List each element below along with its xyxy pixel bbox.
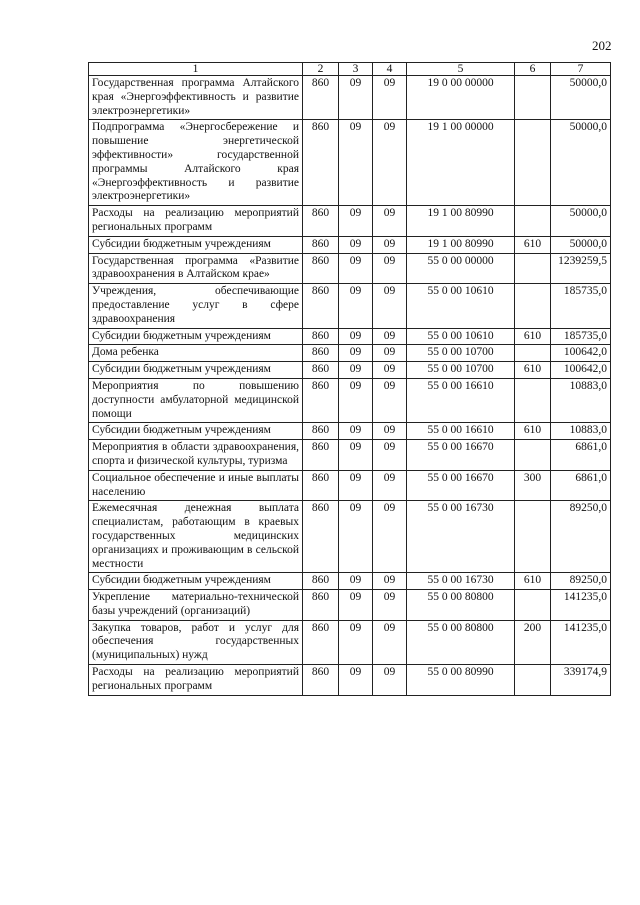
cell-amount: 89250,0 xyxy=(551,501,611,573)
cell-vr xyxy=(515,378,551,422)
cell-subsection: 09 xyxy=(373,253,407,284)
header-cell: 7 xyxy=(551,63,611,76)
cell-vr xyxy=(515,284,551,328)
cell-name: Субсидии бюджетным учреждениям xyxy=(89,328,303,345)
cell-vr xyxy=(515,76,551,120)
cell-section: 09 xyxy=(339,501,373,573)
cell-amount: 50000,0 xyxy=(551,206,611,237)
cell-subsection: 09 xyxy=(373,328,407,345)
cell-amount: 141235,0 xyxy=(551,620,611,664)
table-row xyxy=(89,120,611,206)
table-row xyxy=(89,362,611,379)
table-row xyxy=(89,501,611,573)
cell-ministry: 860 xyxy=(303,501,339,573)
cell-ministry: 860 xyxy=(303,253,339,284)
cell-name: Субсидии бюджетным учреждениям xyxy=(89,423,303,440)
cell-name: Дома ребенка xyxy=(89,345,303,362)
cell-section: 09 xyxy=(339,378,373,422)
cell-csr: 55 0 00 10610 xyxy=(407,284,515,328)
cell-vr: 300 xyxy=(515,470,551,501)
cell-csr: 55 0 00 10700 xyxy=(407,362,515,379)
header-cell: 2 xyxy=(303,63,339,76)
table-row xyxy=(89,236,611,253)
cell-amount: 185735,0 xyxy=(551,328,611,345)
cell-csr: 55 0 00 16670 xyxy=(407,470,515,501)
cell-name: Учреждения, обеспечивающие предоставление услуг в сфере здравоохранения xyxy=(89,284,303,328)
cell-csr: 55 0 00 16730 xyxy=(407,501,515,573)
cell-ministry: 860 xyxy=(303,378,339,422)
header-cell: 1 xyxy=(89,63,303,76)
cell-amount: 6861,0 xyxy=(551,470,611,501)
cell-csr: 19 1 00 80990 xyxy=(407,236,515,253)
cell-subsection: 09 xyxy=(373,620,407,664)
header-cell: 6 xyxy=(515,63,551,76)
cell-name: Субсидии бюджетным учреждениям xyxy=(89,362,303,379)
cell-subsection: 09 xyxy=(373,345,407,362)
cell-name: Социальное обеспечение и иные выплаты населению xyxy=(89,470,303,501)
cell-ministry: 860 xyxy=(303,423,339,440)
cell-csr: 55 0 00 00000 xyxy=(407,253,515,284)
cell-ministry: 860 xyxy=(303,440,339,471)
cell-csr: 19 1 00 00000 xyxy=(407,120,515,206)
cell-section: 09 xyxy=(339,328,373,345)
cell-ministry: 860 xyxy=(303,620,339,664)
table-row xyxy=(89,470,611,501)
cell-ministry: 860 xyxy=(303,120,339,206)
cell-section: 09 xyxy=(339,470,373,501)
cell-csr: 55 0 00 80990 xyxy=(407,665,515,696)
table-row xyxy=(89,345,611,362)
cell-ministry: 860 xyxy=(303,665,339,696)
cell-csr: 55 0 00 16610 xyxy=(407,378,515,422)
cell-csr: 55 0 00 80800 xyxy=(407,590,515,621)
cell-name: Расходы на реализацию мероприятий региональных программ xyxy=(89,206,303,237)
cell-csr: 55 0 00 16610 xyxy=(407,423,515,440)
cell-subsection: 09 xyxy=(373,501,407,573)
cell-name: Государственная программа Алтайского края «Энергоэффективность и развитие электроэнергетики» xyxy=(89,76,303,120)
cell-amount: 89250,0 xyxy=(551,573,611,590)
cell-vr: 610 xyxy=(515,362,551,379)
cell-name: Подпрограмма «Энергосбережение и повышение энергетической эффективности» государственной программы Алтайского края «Энергоэффективность и развитие электроэнергетики» xyxy=(89,120,303,206)
cell-section: 09 xyxy=(339,362,373,379)
table-row xyxy=(89,423,611,440)
cell-section: 09 xyxy=(339,76,373,120)
cell-ministry: 860 xyxy=(303,76,339,120)
cell-subsection: 09 xyxy=(373,470,407,501)
cell-section: 09 xyxy=(339,284,373,328)
header-cell: 4 xyxy=(373,63,407,76)
cell-ministry: 860 xyxy=(303,470,339,501)
cell-vr: 610 xyxy=(515,573,551,590)
cell-ministry: 860 xyxy=(303,345,339,362)
cell-ministry: 860 xyxy=(303,573,339,590)
table-row xyxy=(89,590,611,621)
cell-section: 09 xyxy=(339,665,373,696)
cell-subsection: 09 xyxy=(373,120,407,206)
cell-name: Мероприятия в области здравоохранения, спорта и физической культуры, туризма xyxy=(89,440,303,471)
cell-subsection: 09 xyxy=(373,284,407,328)
cell-csr: 19 0 00 00000 xyxy=(407,76,515,120)
cell-subsection: 09 xyxy=(373,665,407,696)
cell-name: Закупка товаров, работ и услуг для обеспечения государственных (муниципальных) нужд xyxy=(89,620,303,664)
page-number: 202 xyxy=(592,38,612,53)
cell-amount: 50000,0 xyxy=(551,236,611,253)
cell-subsection: 09 xyxy=(373,440,407,471)
cell-name: Мероприятия по повышению доступности амбулаторной медицинской помощи xyxy=(89,378,303,422)
table-row xyxy=(89,573,611,590)
table-row xyxy=(89,206,611,237)
cell-subsection: 09 xyxy=(373,378,407,422)
cell-amount: 185735,0 xyxy=(551,284,611,328)
cell-ministry: 860 xyxy=(303,590,339,621)
table-body xyxy=(89,76,611,696)
cell-amount: 10883,0 xyxy=(551,378,611,422)
cell-subsection: 09 xyxy=(373,573,407,590)
cell-subsection: 09 xyxy=(373,206,407,237)
cell-vr xyxy=(515,590,551,621)
cell-ministry: 860 xyxy=(303,284,339,328)
cell-section: 09 xyxy=(339,573,373,590)
cell-subsection: 09 xyxy=(373,236,407,253)
table-row xyxy=(89,378,611,422)
cell-ministry: 860 xyxy=(303,236,339,253)
cell-csr: 55 0 00 10610 xyxy=(407,328,515,345)
cell-section: 09 xyxy=(339,120,373,206)
header-row xyxy=(89,63,611,76)
cell-vr: 610 xyxy=(515,236,551,253)
cell-subsection: 09 xyxy=(373,362,407,379)
cell-vr xyxy=(515,253,551,284)
cell-amount: 10883,0 xyxy=(551,423,611,440)
cell-subsection: 09 xyxy=(373,423,407,440)
cell-name: Субсидии бюджетным учреждениям xyxy=(89,236,303,253)
cell-ministry: 860 xyxy=(303,328,339,345)
cell-csr: 55 0 00 80800 xyxy=(407,620,515,664)
table-row xyxy=(89,620,611,664)
cell-amount: 50000,0 xyxy=(551,120,611,206)
cell-section: 09 xyxy=(339,206,373,237)
cell-vr xyxy=(515,120,551,206)
cell-section: 09 xyxy=(339,236,373,253)
header-cell: 3 xyxy=(339,63,373,76)
cell-vr: 610 xyxy=(515,328,551,345)
cell-section: 09 xyxy=(339,440,373,471)
cell-csr: 19 1 00 80990 xyxy=(407,206,515,237)
cell-name: Государственная программа «Развитие здравоохранения в Алтайском крае» xyxy=(89,253,303,284)
cell-name: Расходы на реализацию мероприятий региональных программ xyxy=(89,665,303,696)
cell-amount: 339174,9 xyxy=(551,665,611,696)
cell-amount: 50000,0 xyxy=(551,76,611,120)
cell-section: 09 xyxy=(339,253,373,284)
cell-subsection: 09 xyxy=(373,76,407,120)
cell-ministry: 860 xyxy=(303,362,339,379)
cell-amount: 6861,0 xyxy=(551,440,611,471)
cell-section: 09 xyxy=(339,423,373,440)
budget-table xyxy=(88,62,611,696)
cell-ministry: 860 xyxy=(303,206,339,237)
cell-vr xyxy=(515,501,551,573)
cell-section: 09 xyxy=(339,345,373,362)
cell-section: 09 xyxy=(339,620,373,664)
cell-subsection: 09 xyxy=(373,590,407,621)
table-row xyxy=(89,440,611,471)
cell-amount: 100642,0 xyxy=(551,362,611,379)
table-row xyxy=(89,284,611,328)
cell-vr xyxy=(515,206,551,237)
table-row xyxy=(89,76,611,120)
table-row xyxy=(89,253,611,284)
cell-csr: 55 0 00 16670 xyxy=(407,440,515,471)
cell-vr xyxy=(515,665,551,696)
header-cell: 5 xyxy=(407,63,515,76)
cell-csr: 55 0 00 16730 xyxy=(407,573,515,590)
table-row xyxy=(89,328,611,345)
cell-name: Укрепление материально-технической базы учреждений (организаций) xyxy=(89,590,303,621)
cell-vr xyxy=(515,345,551,362)
cell-vr xyxy=(515,440,551,471)
cell-csr: 55 0 00 10700 xyxy=(407,345,515,362)
table-row xyxy=(89,665,611,696)
cell-section: 09 xyxy=(339,590,373,621)
cell-amount: 100642,0 xyxy=(551,345,611,362)
cell-vr: 200 xyxy=(515,620,551,664)
cell-name: Ежемесячная денежная выплата специалистам, работающим в краевых государственных медицинских организациях и проживающим в сельской местности xyxy=(89,501,303,573)
cell-vr: 610 xyxy=(515,423,551,440)
cell-amount: 141235,0 xyxy=(551,590,611,621)
cell-name: Субсидии бюджетным учреждениям xyxy=(89,573,303,590)
cell-amount: 1239259,5 xyxy=(551,253,611,284)
